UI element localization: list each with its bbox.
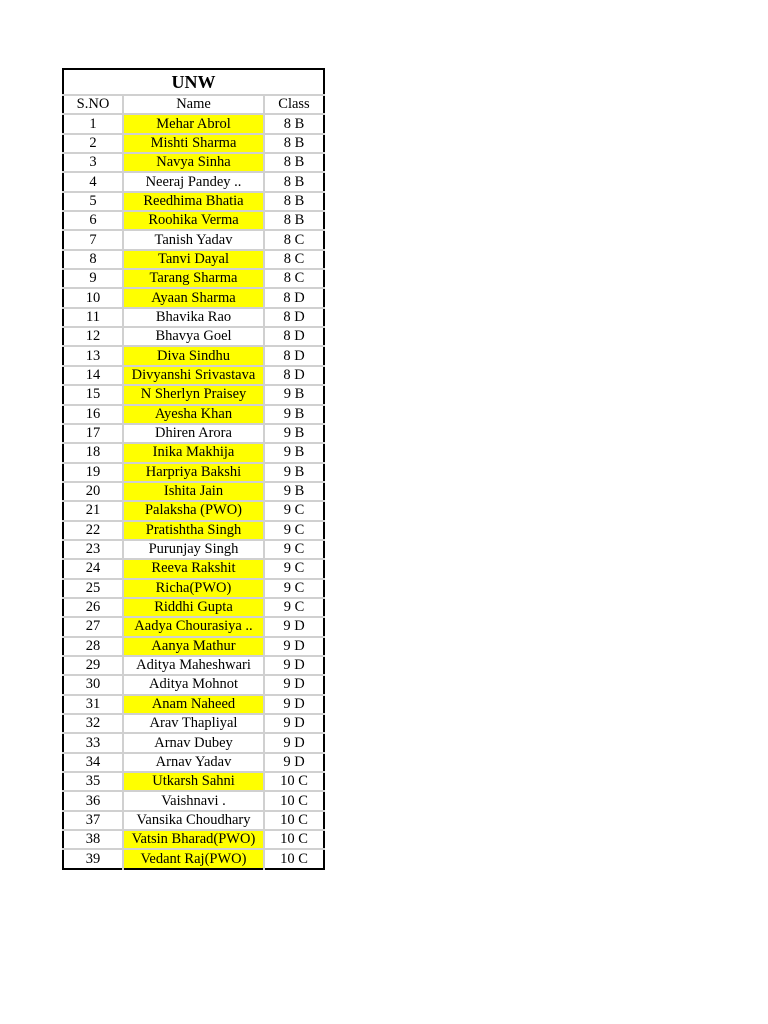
- cell-name: Vatsin Bharad(PWO): [123, 830, 264, 849]
- cell-sno: 27: [63, 617, 123, 636]
- cell-sno: 7: [63, 230, 123, 249]
- cell-sno: 3: [63, 153, 123, 172]
- cell-class: 10 C: [264, 772, 324, 791]
- cell-class: 8 C: [264, 250, 324, 269]
- cell-name: Reeva Rakshit: [123, 559, 264, 578]
- cell-class: 9 D: [264, 656, 324, 675]
- cell-name: Roohika Verma: [123, 211, 264, 230]
- cell-class: 8 B: [264, 211, 324, 230]
- cell-sno: 11: [63, 308, 123, 327]
- table-row: [63, 791, 324, 810]
- header-sno: S.NO: [63, 95, 123, 114]
- cell-name: Navya Sinha: [123, 153, 264, 172]
- table-row: [63, 733, 324, 752]
- cell-name: Utkarsh Sahni: [123, 772, 264, 791]
- cell-name: Arnav Dubey: [123, 733, 264, 752]
- table-row: [63, 849, 324, 868]
- cell-class: 9 B: [264, 385, 324, 404]
- cell-name: Bhavya Goel: [123, 327, 264, 346]
- table-row: [63, 559, 324, 578]
- table-row: [63, 250, 324, 269]
- cell-sno: 22: [63, 521, 123, 540]
- cell-sno: 16: [63, 405, 123, 424]
- cell-class: 8 B: [264, 192, 324, 211]
- cell-name: Aditya Maheshwari: [123, 656, 264, 675]
- cell-class: 9 C: [264, 559, 324, 578]
- table-row: [63, 269, 324, 288]
- table-row: [63, 172, 324, 191]
- cell-name: Mehar Abrol: [123, 114, 264, 133]
- cell-class: 9 C: [264, 540, 324, 559]
- table-row: [63, 617, 324, 636]
- cell-sno: 39: [63, 849, 123, 868]
- table-row: [63, 501, 324, 520]
- cell-name: Vaishnavi .: [123, 791, 264, 810]
- cell-class: 9 D: [264, 733, 324, 752]
- cell-name: Ayaan Sharma: [123, 288, 264, 307]
- cell-sno: 14: [63, 366, 123, 385]
- cell-class: 10 C: [264, 791, 324, 810]
- cell-sno: 29: [63, 656, 123, 675]
- table-row: [63, 346, 324, 365]
- cell-class: 9 B: [264, 424, 324, 443]
- table-row: [63, 695, 324, 714]
- table-row: [63, 540, 324, 559]
- cell-sno: 38: [63, 830, 123, 849]
- table-row: [63, 114, 324, 133]
- cell-sno: 2: [63, 134, 123, 153]
- cell-sno: 23: [63, 540, 123, 559]
- cell-name: N Sherlyn Praisey: [123, 385, 264, 404]
- table-row: [63, 482, 324, 501]
- cell-class: 8 D: [264, 366, 324, 385]
- table-row: [63, 656, 324, 675]
- header-class: Class: [264, 95, 324, 114]
- cell-sno: 13: [63, 346, 123, 365]
- table-row: [63, 772, 324, 791]
- cell-name: Aanya Mathur: [123, 637, 264, 656]
- table-row: [63, 637, 324, 656]
- cell-name: Aadya Chourasiya ..: [123, 617, 264, 636]
- cell-sno: 26: [63, 598, 123, 617]
- cell-sno: 35: [63, 772, 123, 791]
- cell-name: Riddhi Gupta: [123, 598, 264, 617]
- student-table: [62, 68, 325, 870]
- table-row: [63, 385, 324, 404]
- cell-class: 9 C: [264, 579, 324, 598]
- cell-class: 9 D: [264, 753, 324, 772]
- cell-class: 9 C: [264, 521, 324, 540]
- cell-name: Neeraj Pandey ..: [123, 172, 264, 191]
- table-row: [63, 521, 324, 540]
- cell-name: Pratishtha Singh: [123, 521, 264, 540]
- table-title: UNW: [63, 69, 324, 95]
- cell-sno: 21: [63, 501, 123, 520]
- table-row: [63, 811, 324, 830]
- header-name: Name: [123, 95, 264, 114]
- cell-name: Arav Thapliyal: [123, 714, 264, 733]
- cell-sno: 33: [63, 733, 123, 752]
- cell-name: Tanvi Dayal: [123, 250, 264, 269]
- cell-sno: 36: [63, 791, 123, 810]
- table-row: [63, 153, 324, 172]
- cell-class: 9 D: [264, 714, 324, 733]
- cell-name: Reedhima Bhatia: [123, 192, 264, 211]
- table-title-row: [63, 69, 324, 95]
- cell-sno: 34: [63, 753, 123, 772]
- cell-class: 9 C: [264, 598, 324, 617]
- cell-name: Anam Naheed: [123, 695, 264, 714]
- cell-sno: 18: [63, 443, 123, 462]
- table-row: [63, 405, 324, 424]
- cell-name: Diva Sindhu: [123, 346, 264, 365]
- cell-sno: 31: [63, 695, 123, 714]
- cell-class: 9 B: [264, 443, 324, 462]
- table-row: [63, 424, 324, 443]
- table-row: [63, 308, 324, 327]
- cell-sno: 28: [63, 637, 123, 656]
- cell-class: 9 C: [264, 501, 324, 520]
- table-row: [63, 192, 324, 211]
- cell-name: Inika Makhija: [123, 443, 264, 462]
- cell-class: 9 D: [264, 675, 324, 694]
- cell-name: Mishti Sharma: [123, 134, 264, 153]
- cell-sno: 15: [63, 385, 123, 404]
- cell-sno: 1: [63, 114, 123, 133]
- cell-name: Bhavika Rao: [123, 308, 264, 327]
- cell-class: 8 D: [264, 308, 324, 327]
- cell-name: Divyanshi Srivastava: [123, 366, 264, 385]
- cell-name: Arnav Yadav: [123, 753, 264, 772]
- cell-class: 8 B: [264, 172, 324, 191]
- cell-class: 8 D: [264, 288, 324, 307]
- cell-sno: 19: [63, 463, 123, 482]
- cell-sno: 24: [63, 559, 123, 578]
- cell-sno: 25: [63, 579, 123, 598]
- cell-class: 10 C: [264, 811, 324, 830]
- cell-name: Ayesha Khan: [123, 405, 264, 424]
- cell-class: 8 D: [264, 346, 324, 365]
- cell-name: Palaksha (PWO): [123, 501, 264, 520]
- cell-sno: 10: [63, 288, 123, 307]
- cell-sno: 32: [63, 714, 123, 733]
- table-row: [63, 211, 324, 230]
- table-row: [63, 579, 324, 598]
- cell-class: 8 C: [264, 230, 324, 249]
- cell-name: Richa(PWO): [123, 579, 264, 598]
- table-row: [63, 675, 324, 694]
- table-row: [63, 327, 324, 346]
- cell-class: 9 B: [264, 482, 324, 501]
- cell-sno: 4: [63, 172, 123, 191]
- cell-sno: 12: [63, 327, 123, 346]
- table-row: [63, 714, 324, 733]
- table-row: [63, 753, 324, 772]
- header-row: [63, 95, 324, 114]
- table-row: [63, 230, 324, 249]
- cell-name: Tanish Yadav: [123, 230, 264, 249]
- table-row: [63, 288, 324, 307]
- cell-sno: 8: [63, 250, 123, 269]
- cell-name: Purunjay Singh: [123, 540, 264, 559]
- table-row: [63, 598, 324, 617]
- cell-name: Tarang Sharma: [123, 269, 264, 288]
- cell-class: 8 B: [264, 134, 324, 153]
- table-body: [63, 114, 324, 868]
- cell-class: 8 D: [264, 327, 324, 346]
- table-row: [63, 830, 324, 849]
- cell-class: 8 B: [264, 153, 324, 172]
- table-row: [63, 443, 324, 462]
- cell-class: 10 C: [264, 830, 324, 849]
- table-row: [63, 366, 324, 385]
- cell-class: 9 D: [264, 695, 324, 714]
- cell-class: 10 C: [264, 849, 324, 868]
- cell-class: 9 D: [264, 637, 324, 656]
- cell-sno: 5: [63, 192, 123, 211]
- cell-sno: 20: [63, 482, 123, 501]
- cell-sno: 17: [63, 424, 123, 443]
- cell-sno: 37: [63, 811, 123, 830]
- cell-class: 9 D: [264, 617, 324, 636]
- cell-class: 8 C: [264, 269, 324, 288]
- cell-name: Aditya Mohnot: [123, 675, 264, 694]
- cell-name: Ishita Jain: [123, 482, 264, 501]
- cell-class: 9 B: [264, 463, 324, 482]
- cell-name: Vedant Raj(PWO): [123, 849, 264, 868]
- cell-name: Harpriya Bakshi: [123, 463, 264, 482]
- cell-sno: 9: [63, 269, 123, 288]
- cell-class: 9 B: [264, 405, 324, 424]
- cell-name: Dhiren Arora: [123, 424, 264, 443]
- cell-name: Vansika Choudhary: [123, 811, 264, 830]
- cell-sno: 6: [63, 211, 123, 230]
- cell-class: 8 B: [264, 114, 324, 133]
- cell-sno: 30: [63, 675, 123, 694]
- table-row: [63, 134, 324, 153]
- table-row: [63, 463, 324, 482]
